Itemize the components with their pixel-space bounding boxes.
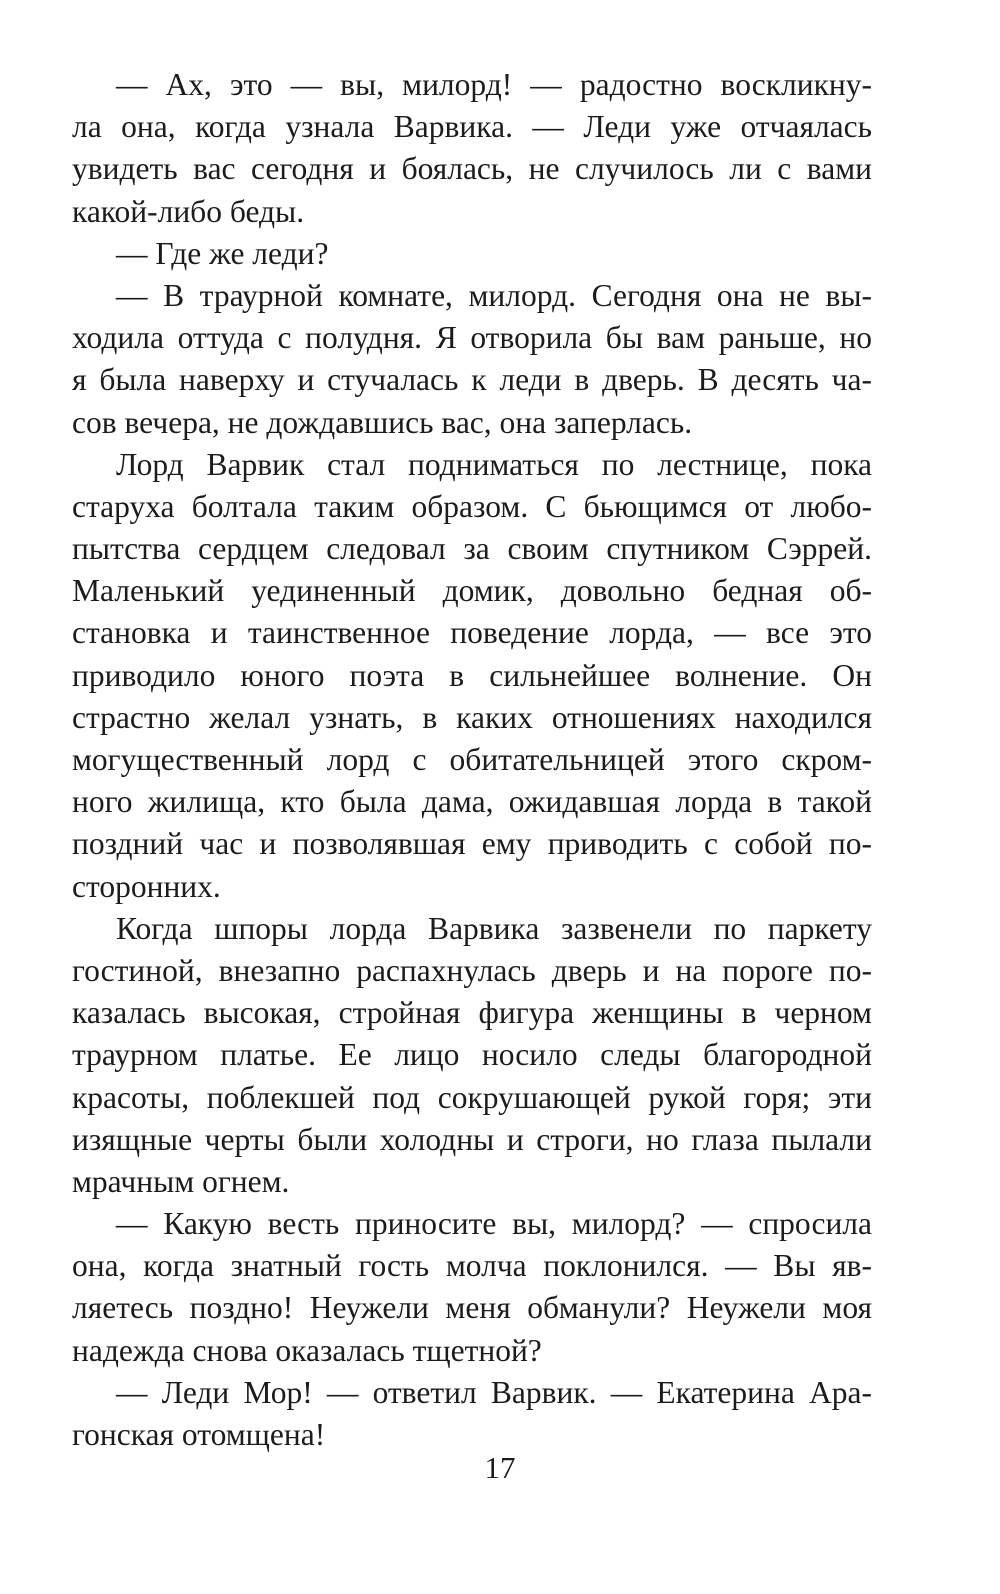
text-line: ляетесь поздно! Неужели меня обманули? Неужели моя bbox=[72, 1290, 872, 1326]
text-line: — Леди Мор! — ответил Варвик. — Екатерина Ара- bbox=[116, 1374, 872, 1410]
text-line: — Какую весть приносите вы, милорд? — спросила bbox=[116, 1206, 872, 1242]
text-line: — В траурной комнате, милорд. Сегодня она не вы- bbox=[116, 277, 872, 313]
text-line: Лорд Варвик стал подниматься по лестнице, пока bbox=[116, 446, 872, 482]
text-line: я была наверху и стучалась к леди в дверь. В десять ча- bbox=[72, 362, 872, 398]
text-line: могущественный лорд с обитательницей этого скром- bbox=[72, 742, 872, 777]
text-line: ходила оттуда с полудня. Я отворила бы вам раньше, но bbox=[72, 320, 872, 356]
text-line: — Ах, это — вы, милорд! — радостно воскликну- bbox=[116, 67, 872, 102]
text-line: она, когда знатный гость молча поклонился. — Вы яв- bbox=[72, 1248, 872, 1284]
text-line: ного жилища, кто была дама, ожидавшая лорда в такой bbox=[72, 784, 872, 820]
text-line: надежда снова оказалась тщетной? bbox=[72, 1332, 542, 1368]
text-line: становка и таинственное поведение лорда, — все это bbox=[72, 615, 872, 651]
text-line: приводило юного поэта в сильнейшее волнение. Он bbox=[72, 657, 872, 693]
text-line: гостиной, внезапно распахнулась дверь и на пороге по- bbox=[72, 952, 872, 988]
text-line: ла она, когда узнала Варвика. — Леди уже отчаялась bbox=[72, 109, 872, 145]
text-line: увидеть вас сегодня и боялась, не случилось ли с вами bbox=[72, 151, 872, 187]
text-line: казалась высокая, стройная фигура женщины в черном bbox=[72, 995, 872, 1031]
text-line: старуха болтала таким образом. С бьющимся от любо- bbox=[72, 488, 872, 524]
text-line: Маленький уединенный домик, довольно бедная об- bbox=[72, 573, 872, 609]
text-line: пытства сердцем следовал за своим спутником Сэррей. bbox=[72, 531, 872, 567]
text-line: страстно желал узнать, в каких отношениях находился bbox=[72, 699, 872, 735]
text-line: какой-либо беды. bbox=[72, 193, 305, 229]
text-line: поздний час и позволявшая ему приводить с собой по- bbox=[72, 826, 872, 862]
text-line: траурном платье. Ее лицо носило следы благородной bbox=[72, 1037, 872, 1073]
text-line: сторонних. bbox=[72, 868, 221, 904]
text-line: — Где же леди? bbox=[116, 235, 329, 271]
text-line: Когда шпоры лорда Варвика зазвенели по паркету bbox=[116, 910, 872, 946]
text-line: красоты, поблекшей под сокрушающей рукой горя; эти bbox=[72, 1079, 872, 1115]
text-line: гонская отомщена! bbox=[72, 1417, 326, 1452]
text-line: сов вечера, не дождавшись вас, она заперлась. bbox=[72, 404, 693, 440]
text-line: изящные черты были холодны и строги, но глаза пылали bbox=[72, 1121, 872, 1157]
body-text bbox=[72, 64, 872, 1456]
text-line: мрачным огнем. bbox=[72, 1163, 290, 1199]
page-number: 17 bbox=[484, 1450, 516, 1485]
